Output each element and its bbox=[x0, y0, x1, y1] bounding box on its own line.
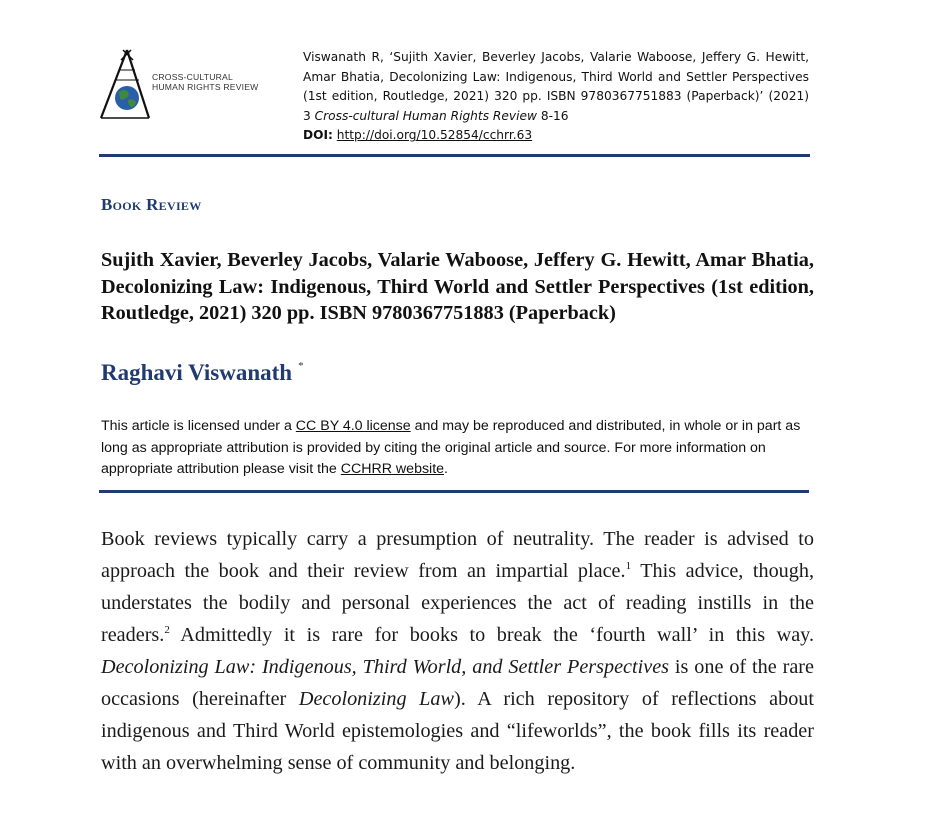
author-footnote-mark[interactable]: * bbox=[298, 360, 304, 372]
citation-text: Viswanath R, ‘Sujith Xavier, Beverley Jacobs, Valarie Waboose, Jeffery G. Hewitt, Amar Bhatia, Decolonizing Law: Indigenous, Third World and Settler Perspectives (1st edition, Routledge, 2021) 320 pp. ISBN 9780367751883 (Paperback)’ (2021) 3 bbox=[303, 50, 809, 123]
short-title-italic: Decolonizing Law bbox=[298, 688, 454, 710]
teepee-globe-icon bbox=[97, 46, 157, 126]
doi-label: DOI: bbox=[303, 128, 333, 143]
book-title-italic: Decolonizing Law: Indigenous, Third World, and Settler Perspectives bbox=[101, 656, 670, 678]
review-title: Sujith Xavier, Beverley Jacobs, Valarie Waboose, Jeffery G. Hewitt, Amar Bhatia, Decolonizing Law: Indigenous, Third World and Settler Perspectives (1st edition, Routledge, 2021) 320 pp. ISBN 9780367751883 (Paperback) bbox=[101, 249, 814, 324]
author-name bbox=[101, 360, 304, 386]
body-sentence-5: ). A rich repository of reflections about indigenous and Third World epistemologies and “lifeworlds”, the book fills its reader with an overwhelming sense of community and belonging. bbox=[101, 688, 814, 774]
citation-block bbox=[303, 48, 809, 146]
section-label: Book Review bbox=[101, 195, 202, 214]
logo-line-1: CROSS-CULTURAL bbox=[152, 72, 233, 82]
body-paragraph bbox=[101, 523, 814, 779]
citation-pages: 8-16 bbox=[540, 108, 569, 123]
body-sentence-3: Admittedly it is rare for books to break the ‘fourth wall’ in this way. bbox=[169, 624, 814, 646]
footnote-ref-1[interactable]: 1 bbox=[625, 560, 632, 572]
body-sentence-4: is one of the rare occasions (hereinafter bbox=[101, 656, 814, 710]
doi-link[interactable]: http://doi.org/10.52854/cchrr.63 bbox=[336, 128, 533, 143]
citation-journal: Cross-cultural Human Rights Review bbox=[314, 108, 537, 123]
cc-license-link[interactable]: CC BY 4.0 license bbox=[295, 418, 411, 434]
body-sentence-2: This advice, though, understates the bodily and personal experiences the act of reading instills in the readers. bbox=[101, 560, 814, 646]
logo-wordmark bbox=[152, 72, 258, 92]
body-sentence-1: Book reviews typically carry a presumption of neutrality. The reader is advised to approach the book and their review from an impartial place. bbox=[101, 528, 814, 582]
license-text-middle: and may be reproduced and distributed, in whole or in part as long as appropriate attribution is provided by citing the original article and source. For more information on appropriate attribution please visit the bbox=[101, 418, 801, 477]
license-text-end: . bbox=[444, 461, 448, 477]
license-notice bbox=[101, 416, 814, 481]
license-text-start: This article is licensed under a bbox=[101, 418, 292, 434]
header-divider bbox=[99, 154, 810, 157]
author-name-text: Raghavi Viswanath bbox=[101, 360, 293, 385]
license-divider bbox=[99, 490, 809, 493]
logo-line-2: HUMAN RIGHTS REVIEW bbox=[152, 82, 259, 92]
cchrr-website-link[interactable]: CCHRR website bbox=[340, 461, 445, 477]
footnote-ref-2[interactable]: 2 bbox=[164, 624, 170, 636]
